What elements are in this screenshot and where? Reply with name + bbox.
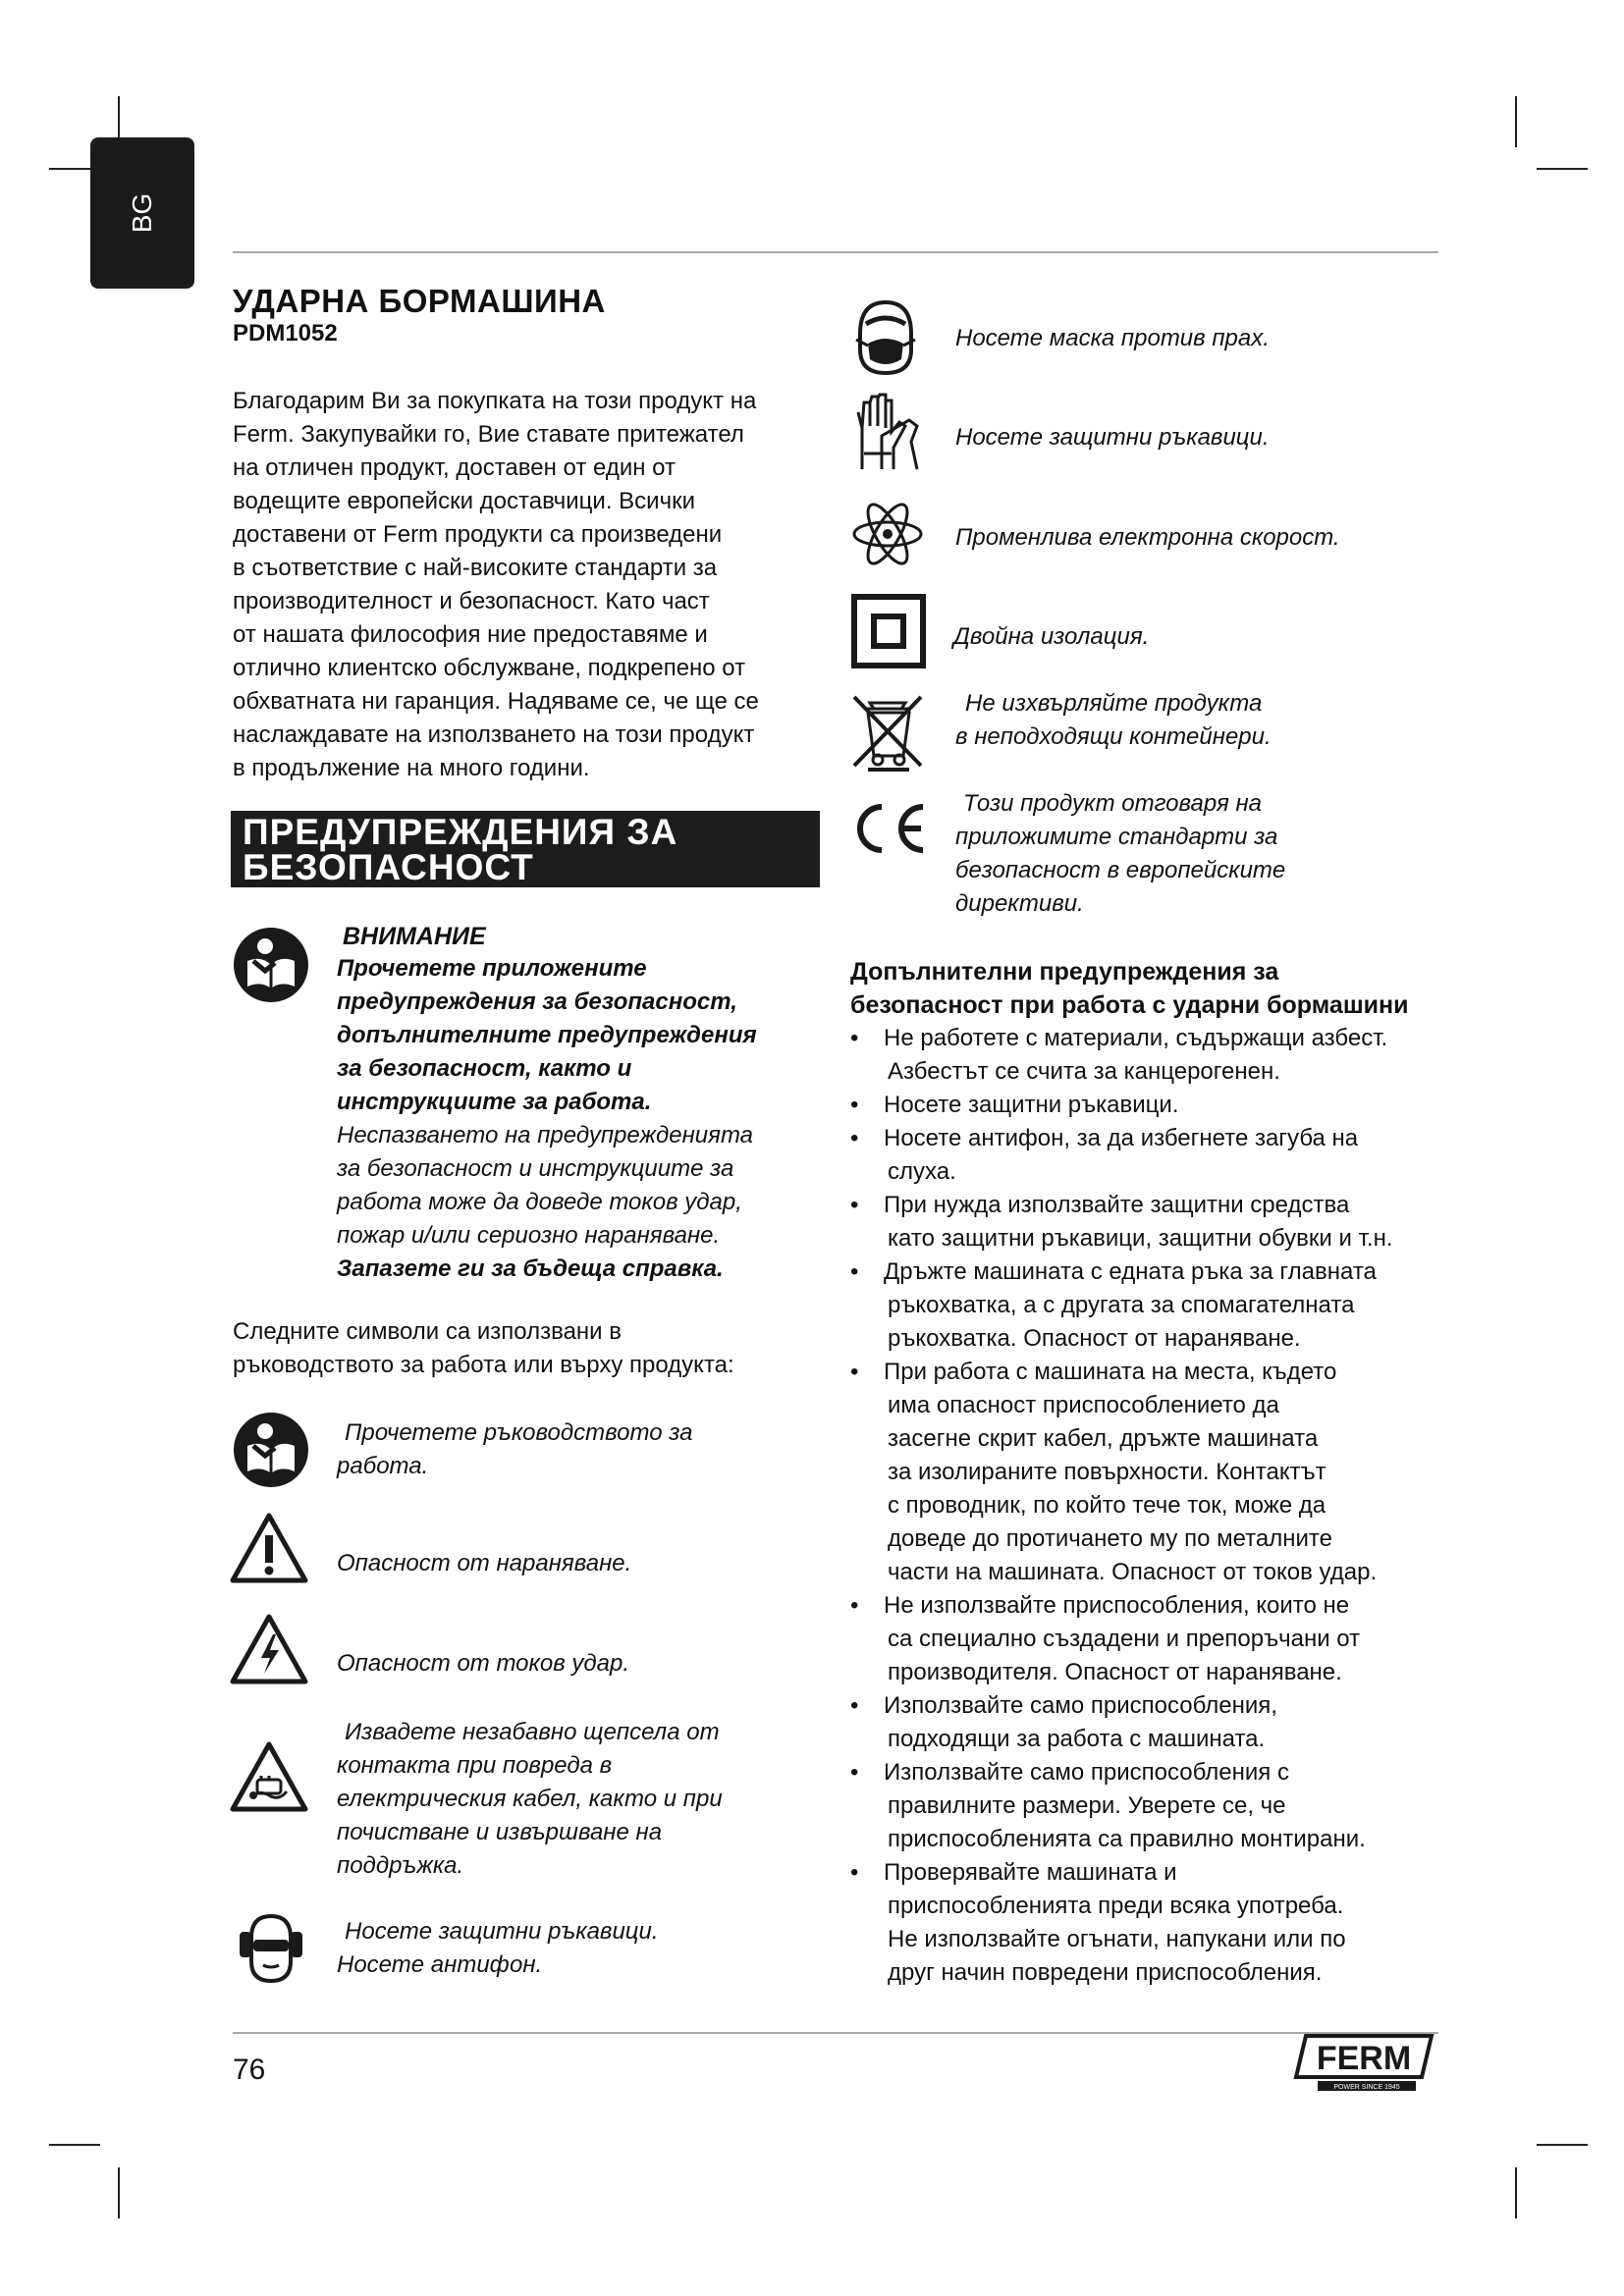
symbol-text-ce: Този продукт отговаря на приложимите стандарти за безопасност в европейските директиви.	[955, 790, 1286, 917]
page-number: 76	[233, 2054, 266, 2086]
list-item: • Проверявайте машината и приспособленията преди всяка употреба. Не използвайте огънати, напукани или по друг начин повредени приспособления.	[850, 1856, 1459, 1990]
list-item: • Използвайте само приспособления с правилните размери. Уверете се, че приспособленията са правилно монтирани.	[850, 1756, 1459, 1856]
crop-mark	[1515, 2167, 1517, 2218]
bottom-rule	[233, 2032, 1438, 2034]
warning-triangle-icon	[230, 1512, 308, 1584]
symbol-text-shock: Опасност от токов удар.	[337, 1650, 630, 1677]
symbol-text-manual: Прочетете ръководството за работа.	[337, 1419, 693, 1479]
unplug-icon	[230, 1740, 308, 1813]
symbol-text-goggles: Носете защитни ръкавици. Носете антифон.	[337, 1918, 659, 1978]
list-item: • При нужда използвайте защитни средства като защитни ръкавици, защитни обувки и т.н.	[850, 1189, 1459, 1255]
symbol-text-unplug: Извадете незабавно щепсела от контакта при повреда в електрическия кабел, както и при почистване и извършване на поддръжка.	[337, 1719, 723, 1879]
gloves-icon	[852, 393, 923, 473]
list-item: • Носете антифон, за да избегнете загуба на слуха.	[850, 1122, 1459, 1189]
wheelie-bin-crossed-icon	[848, 691, 927, 772]
crop-mark	[1537, 168, 1588, 170]
list-item: • При работа с машината на места, където има опасност приспособлението да засегне скрит кабел, дръжте машината за изолираните повърхности. Контактът с проводник, по който тече ток, може да доведе до протичането му по металните части на машината. Опасност от токов удар.	[850, 1356, 1459, 1589]
list-item: • Не използвайте приспособления, които не са специално създадени и препоръчани от производителя. Опасност от нараняване.	[850, 1589, 1459, 1689]
additional-warnings-list	[850, 1022, 1459, 1990]
list-item: • Носете защитни ръкавици.	[850, 1089, 1459, 1122]
ferm-logo	[1292, 2032, 1435, 2093]
svg-text:FERM: FERM	[1316, 2040, 1412, 2077]
list-item: • Използвайте само приспособления, подходящи за работа с машината.	[850, 1689, 1459, 1756]
crop-mark	[49, 2144, 100, 2146]
intro-paragraph: Благодарим Ви за покупката на този продукт на Ferm. Закупувайки го, Вие ставате притежател на отличен продукт, доставен от един от водещите европейски доставчици. Всички доставени от Ferm продукти са произведени в съответствие с най-високите стандарти за производителност и безопасност. Като част от нашата философия ние предоставяме и отлично клиентско обслужване, подкрепено от обхватната ни гаранция. Надяваме се, че ще се наслаждавате на използването на този продукт в продължение на много години.	[233, 388, 759, 781]
symbol-text-speed: Променлива електронна скорост.	[955, 524, 1340, 551]
electric-shock-icon	[230, 1613, 308, 1685]
model-number: PDM1052	[233, 320, 338, 347]
symbol-text-disposal: Не изхвърляйте продукта в неподходящи контейнери.	[955, 690, 1272, 750]
warning-heading: ВНИМАНИЕ	[343, 923, 486, 950]
svg-text:POWER SINCE 1945: POWER SINCE 1945	[1333, 2084, 1400, 2091]
top-rule	[233, 251, 1438, 253]
symbol-text-injury: Опасност от нараняване.	[337, 1550, 632, 1576]
goggles-earmuffs-icon	[232, 1908, 310, 1987]
dust-mask-icon	[852, 298, 919, 377]
safety-warnings-banner: ПРЕДУПРЕЖДЕНИЯ ЗА БЕЗОПАСНОСТ	[231, 811, 820, 887]
symbol-text-gloves: Носете защитни ръкавици.	[955, 424, 1270, 451]
symbol-text-insulation: Двойна изолация.	[953, 623, 1150, 650]
warning-text: Прочетете приложените предупреждения за безопасност, допълнителните предупреждения за безопасност, както и инструкциите за работа. Неспазването на предупрежденията за безопасност и инструкциите за работа може да доведе токов удар, пожар и/или сериозно нараняване. Запазете ги за бъдеща справка.	[337, 955, 757, 1282]
atom-speed-icon	[850, 497, 925, 571]
symbol-text-dust-mask: Носете маска против прах.	[955, 325, 1270, 351]
symbols-intro: Следните символи са използвани в ръководството за работа или върху продукта:	[233, 1318, 734, 1378]
double-insulation-icon	[850, 593, 927, 669]
language-tab: BG	[90, 137, 194, 289]
additional-warnings-heading: Допълнителни предупреждения за безопасност при работа с ударни бормашини	[850, 958, 1409, 1019]
crop-mark	[1537, 2144, 1588, 2146]
list-item: • Не работете с материали, съдържащи азбест. Азбестът се счита за канцерогенен.	[850, 1022, 1459, 1089]
page-title: УДАРНА БОРМАШИНА	[233, 283, 606, 319]
read-manual-icon	[232, 926, 310, 1004]
crop-mark	[118, 2167, 120, 2218]
ce-mark-icon	[846, 799, 929, 858]
crop-mark	[1515, 96, 1517, 147]
manual-icon	[232, 1411, 310, 1489]
list-item: • Дръжте машината с едната ръка за главната ръкохватка, а с другата за спомагателната ръкохватка. Опасност от нараняване.	[850, 1255, 1459, 1356]
